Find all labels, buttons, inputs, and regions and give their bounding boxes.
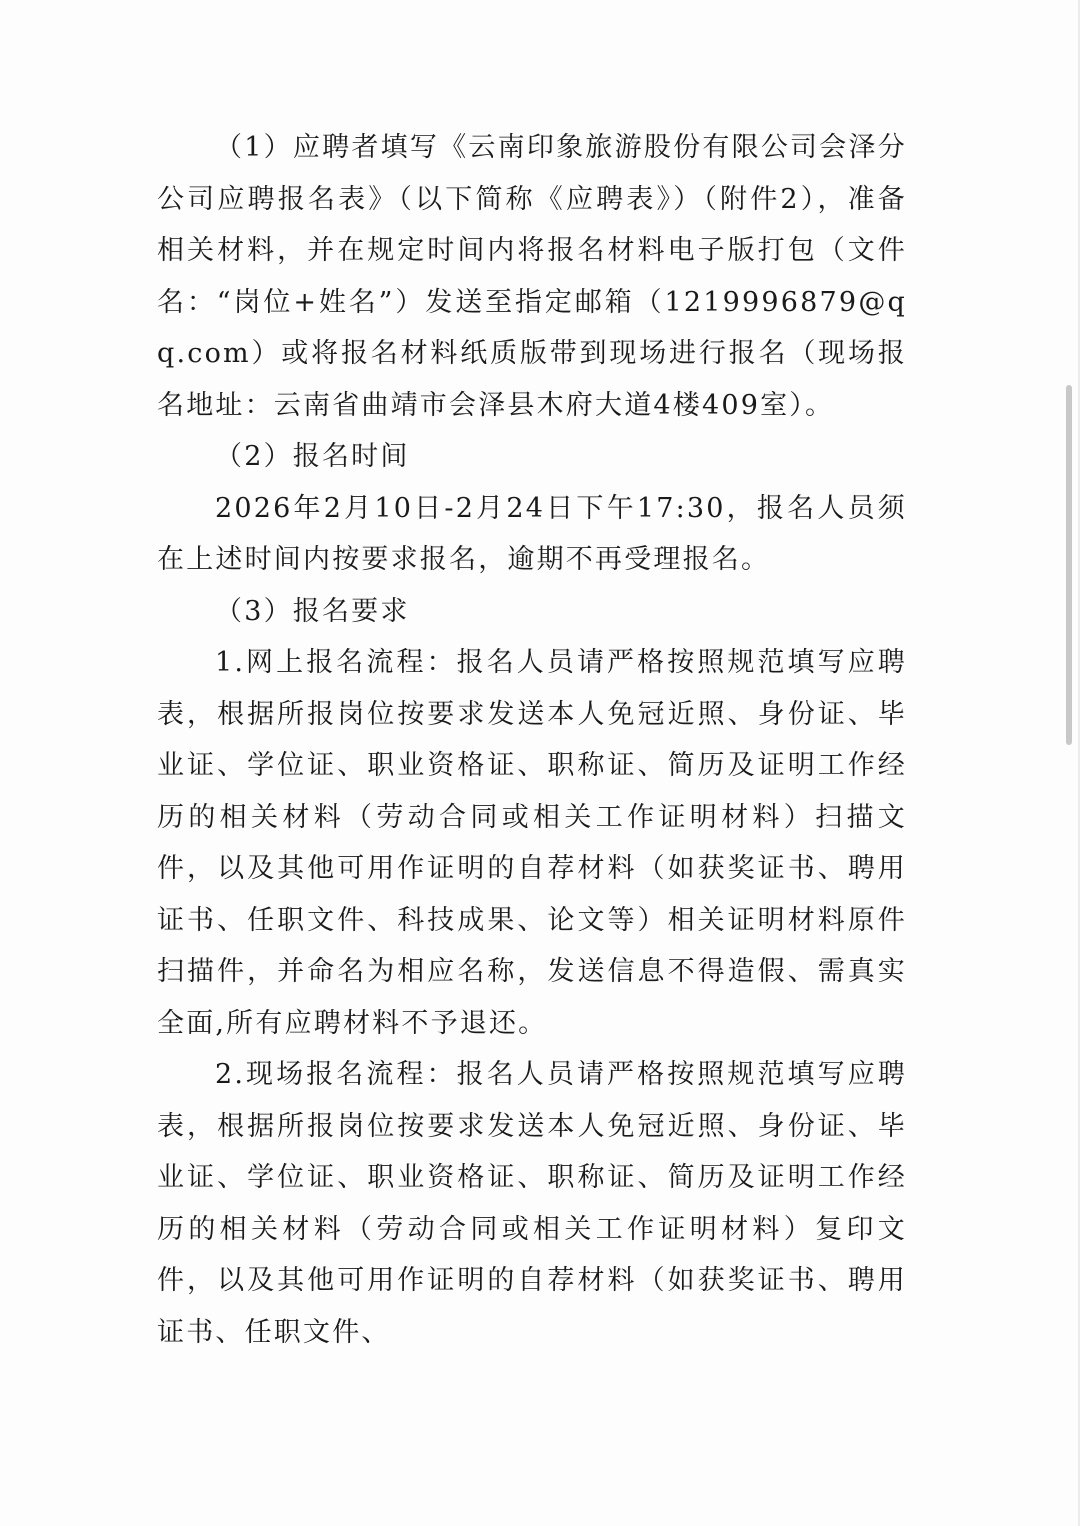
paragraph-registration-time: 2026年2月10日-2月24日下午17:30，报名人员须在上述时间内按要求报名，逾期不再受理报名。 <box>157 492 907 575</box>
paragraph-online-registration: 1.网上报名流程：报名人员请严格按照规范填写应聘表，根据所报岗位按要求发送本人免冠近照、身份证、毕业证、学位证、职业资格证、职称证、简历及证明工作经历的相关材料（劳动合同或相关工作证明材料）扫描文件，以及其他可用作证明的自荐材料（如获奖证书、聘用证书、任职文件、科技成果、论文等）相关证明材料原件扫描件，并命名为相应名称，发送信息不得造假、需真实全面,所有应聘材料不予退还。 <box>157 647 907 1039</box>
paragraph-onsite-registration: 2.现场报名流程：报名人员请严格按照规范填写应聘表，根据所报岗位按要求发送本人免冠近照、身份证、毕业证、学位证、职业资格证、职称证、简历及证明工作经历的相关材料（劳动合同或相关工作证明材料）复印文件，以及其他可用作证明的自荐材料（如获奖证书、聘用证书、任职文件、 <box>157 1059 907 1348</box>
paragraph-application-method: （1）应聘者填写《云南印象旅游股份有限公司会泽分公司应聘报名表》（以下简称《应聘表》）（附件2），准备相关材料，并在规定时间内将报名材料电子版打包（文件名：“岗位+姓名”）发送至指定邮箱（1219996879@qq.com）或将报名材料纸质版带到现场进行报名（现场报名地址：云南省曲靖市会泽县木府大道4楼409室）。 <box>157 132 907 421</box>
scrollbar-thumb[interactable] <box>1066 385 1072 745</box>
heading-registration-time: （2）报名时间 <box>215 441 410 472</box>
document-body <box>157 122 907 1358</box>
heading-registration-requirements: （3）报名要求 <box>215 595 410 627</box>
